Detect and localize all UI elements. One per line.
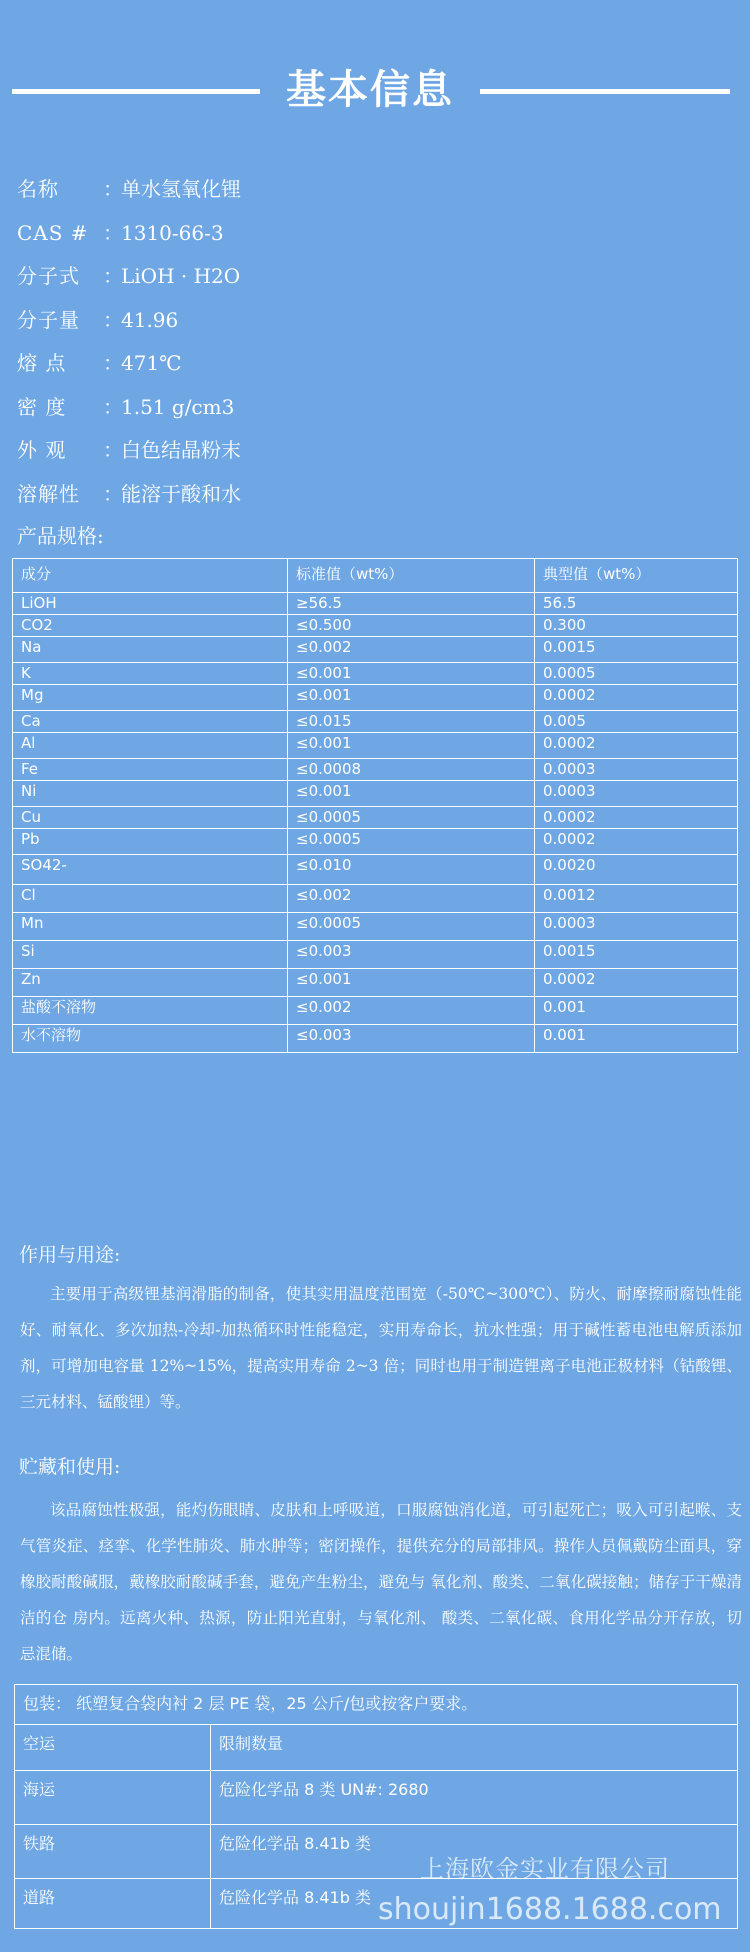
table-cell: 0.0002 xyxy=(535,969,738,997)
table-cell: K xyxy=(13,663,288,685)
table-cell: ≤0.001 xyxy=(288,685,535,711)
table-cell: Ca xyxy=(13,711,288,733)
spec-header-cell: 典型值（wt%） xyxy=(535,559,738,593)
info-row xyxy=(17,299,241,343)
table-cell: ≤0.002 xyxy=(288,885,535,913)
table-cell: 0.001 xyxy=(535,1025,738,1053)
table-cell: 0.0003 xyxy=(535,759,738,781)
table-row xyxy=(13,615,738,637)
info-row xyxy=(17,429,241,473)
table-row xyxy=(13,969,738,997)
table-row xyxy=(13,997,738,1025)
table-row xyxy=(13,1025,738,1053)
table-cell: ≤0.010 xyxy=(288,855,535,885)
table-cell: 危险化学品 8 类 UN#: 2680 xyxy=(211,1771,738,1825)
watermark-site: shoujin1688.1688.com xyxy=(378,1892,722,1927)
table-row xyxy=(13,913,738,941)
table-row xyxy=(13,855,738,885)
info-label: 名称 xyxy=(17,177,59,201)
table-cell: 危险化学品 8.41b 类 xyxy=(211,1879,738,1929)
table-cell: ≤0.003 xyxy=(288,1025,535,1053)
table-cell: ≤0.015 xyxy=(288,711,535,733)
info-row xyxy=(17,212,241,256)
info-separator: ： xyxy=(103,177,123,201)
table-row xyxy=(13,885,738,913)
table-row xyxy=(13,781,738,807)
table-cell: 道路 xyxy=(15,1879,211,1929)
table-cell: Mg xyxy=(13,685,288,711)
table-cell: Cl xyxy=(13,885,288,913)
info-value: LiOH · H2O xyxy=(121,264,241,288)
table-cell: ≤0.001 xyxy=(288,781,535,807)
storage-heading: 贮藏和使用: xyxy=(19,1456,121,1478)
info-separator: ： xyxy=(103,307,123,332)
table-cell: 危险化学品 8.41b 类 xyxy=(211,1825,738,1879)
info-row xyxy=(17,255,241,299)
table-cell: 铁路 xyxy=(15,1825,211,1879)
info-separator: ： xyxy=(103,481,123,506)
table-cell: 限制数量 xyxy=(211,1725,738,1771)
info-value: 1310-66-3 xyxy=(121,220,224,245)
table-cell: 0.0002 xyxy=(535,829,738,855)
table-cell: 0.300 xyxy=(535,615,738,637)
table-cell: ≤0.0005 xyxy=(288,807,535,829)
info-separator: ： xyxy=(103,264,123,288)
table-cell: 0.001 xyxy=(535,997,738,1025)
table-cell: 0.0005 xyxy=(535,663,738,685)
table-cell: 0.005 xyxy=(535,711,738,733)
table-cell: Zn xyxy=(13,969,288,997)
watermark-company: 上海欧金实业有限公司 xyxy=(420,1855,670,1883)
spec-table xyxy=(12,558,738,1053)
table-row xyxy=(13,807,738,829)
table-cell: ≤0.0005 xyxy=(288,913,535,941)
table-cell: ≤0.500 xyxy=(288,615,535,637)
table-row xyxy=(13,593,738,615)
table-cell: ≤0.002 xyxy=(288,637,535,663)
table-cell: 0.0020 xyxy=(535,855,738,885)
table-cell: SO42- xyxy=(13,855,288,885)
info-label: 溶解性 xyxy=(17,481,80,506)
info-separator: ： xyxy=(103,220,123,245)
table-cell: ≤0.002 xyxy=(288,997,535,1025)
basic-info-list xyxy=(17,168,241,516)
table-cell: Pb xyxy=(13,829,288,855)
table-cell: ≤0.0008 xyxy=(288,759,535,781)
table-cell: 56.5 xyxy=(535,593,738,615)
info-label: 密 度 xyxy=(17,394,67,419)
title-divider-left xyxy=(12,89,260,94)
info-label: CAS # xyxy=(17,220,89,245)
usage-heading: 作用与用途: xyxy=(19,1244,121,1266)
table-cell: Si xyxy=(13,941,288,969)
table-cell: 0.0002 xyxy=(535,685,738,711)
spec-header-cell: 标准值（wt%） xyxy=(288,559,535,593)
info-value: 471℃ xyxy=(121,351,182,375)
info-row xyxy=(17,473,241,517)
table-cell: 0.0003 xyxy=(535,781,738,807)
info-separator: ： xyxy=(103,394,123,419)
table-cell: Na xyxy=(13,637,288,663)
table-row xyxy=(13,829,738,855)
info-separator: ： xyxy=(103,351,123,375)
usage-text: 主要用于高级锂基润滑脂的制备，使其实用温度范围宽（-50℃~300℃）、防火、耐摩擦耐腐蚀性能好、耐氧化、多次加热-冷却-加热循环时性能稳定，实用寿命长，抗水性强；用于碱性蓄电池电解质添加剂，可增加电容量 12%~15%，提高实用寿命 2~3 倍；同时也用于制造锂离子电池正极材料（钴酸锂、三元材料、锰酸锂）等。 xyxy=(20,1285,742,1411)
table-row xyxy=(13,733,738,759)
table-row xyxy=(13,663,738,685)
table-row xyxy=(13,637,738,663)
info-value: 单水氢氧化锂 xyxy=(121,177,241,201)
page-title: 基本信息 xyxy=(286,66,454,113)
table-cell: 0.0002 xyxy=(535,807,738,829)
section-title xyxy=(0,62,750,118)
table-row xyxy=(15,1771,738,1825)
table-cell: 水不溶物 xyxy=(13,1025,288,1053)
spec-header-row xyxy=(13,559,738,593)
packaging-header-row xyxy=(15,1685,738,1725)
table-cell: 空运 xyxy=(15,1725,211,1771)
table-cell: 0.0002 xyxy=(535,733,738,759)
info-value: 能溶于酸和水 xyxy=(121,481,241,506)
info-label: 分子式 xyxy=(17,264,80,288)
table-cell: Cu xyxy=(13,807,288,829)
info-separator: ： xyxy=(103,438,123,462)
info-row xyxy=(17,386,241,430)
table-row xyxy=(13,759,738,781)
table-cell: Al xyxy=(13,733,288,759)
table-cell: ≥56.5 xyxy=(288,593,535,615)
table-cell: ≤0.003 xyxy=(288,941,535,969)
packaging-header: 包装： 纸塑复合袋内衬 2 层 PE 袋，25 公斤/包或按客户要求。 xyxy=(15,1685,738,1725)
info-row xyxy=(17,342,241,386)
spec-header-cell: 成分 xyxy=(13,559,288,593)
table-row xyxy=(15,1725,738,1771)
table-cell: 盐酸不溶物 xyxy=(13,997,288,1025)
info-value: 1.51 g/cm3 xyxy=(121,394,235,419)
info-row xyxy=(17,168,241,212)
table-cell: 海运 xyxy=(15,1771,211,1825)
table-cell: 0.0012 xyxy=(535,885,738,913)
info-label: 分子量 xyxy=(17,307,80,332)
table-cell: ≤0.001 xyxy=(288,969,535,997)
table-cell: 0.0003 xyxy=(535,913,738,941)
table-row xyxy=(13,685,738,711)
info-value: 41.96 xyxy=(121,307,179,332)
table-cell: 0.0015 xyxy=(535,941,738,969)
table-cell: Fe xyxy=(13,759,288,781)
table-row xyxy=(13,711,738,733)
storage-text: 该品腐蚀性极强，能灼伤眼睛、皮肤和上呼吸道，口服腐蚀消化道，可引起死亡；吸入可引起喉、支气管炎症、痉挛、化学性肺炎、肺水肿等；密闭操作，提供充分的局部排风。操作人员佩戴防尘面具，穿橡胶耐酸碱服，戴橡胶耐酸碱手套，避免产生粉尘，避免与 氧化剂、酸类、二氧化碳接触；储存于干燥清洁的仓 房内。远离火种、热源，防止阳光直射，与氧化剂、 酸类、二氧化碳、食用化学品分开存放，切忌混储。 xyxy=(20,1501,742,1663)
table-row xyxy=(13,941,738,969)
table-cell: Mn xyxy=(13,913,288,941)
spec-heading: 产品规格: xyxy=(17,524,104,548)
table-cell: Ni xyxy=(13,781,288,807)
table-cell: ≤0.001 xyxy=(288,733,535,759)
info-label: 外 观 xyxy=(17,438,67,462)
table-cell: CO2 xyxy=(13,615,288,637)
table-cell: LiOH xyxy=(13,593,288,615)
table-cell: 0.0015 xyxy=(535,637,738,663)
title-divider-right xyxy=(480,89,730,94)
table-cell: ≤0.0005 xyxy=(288,829,535,855)
table-cell: ≤0.001 xyxy=(288,663,535,685)
info-value: 白色结晶粉末 xyxy=(121,438,241,462)
info-label: 熔 点 xyxy=(17,351,67,375)
